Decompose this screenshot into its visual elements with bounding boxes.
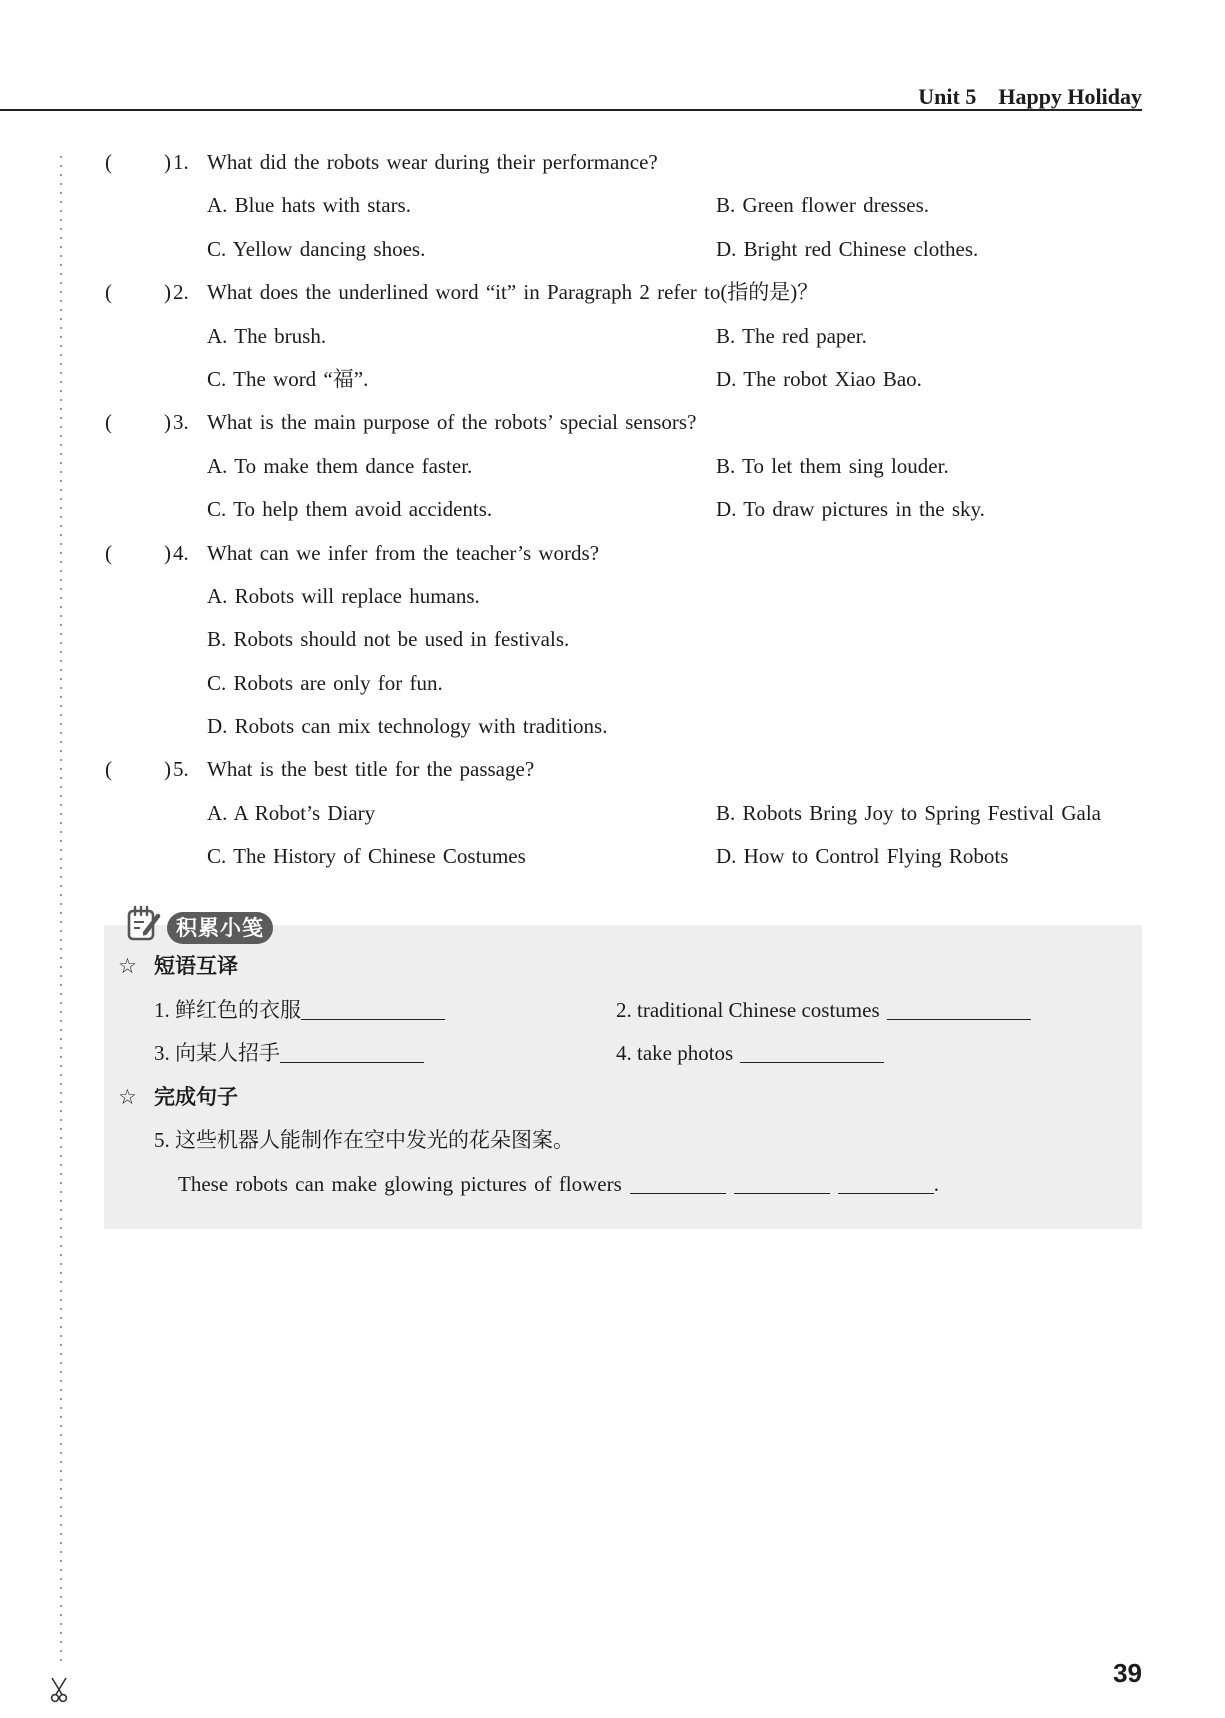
option-row xyxy=(0,184,1225,227)
question-list xyxy=(0,141,1225,879)
option-b: B. Robots should not be used in festivals. xyxy=(207,627,570,652)
notes-content xyxy=(104,945,1142,1207)
section-heading-row xyxy=(104,1076,1142,1120)
star-icon: ☆ xyxy=(118,1084,137,1109)
question-4-stem xyxy=(0,532,1225,575)
star-icon: ☆ xyxy=(118,954,137,978)
phrase-item-4 xyxy=(616,1032,884,1076)
notes-box xyxy=(104,916,1142,1229)
option-row xyxy=(0,792,1225,835)
option-c: C. To help them avoid accidents. xyxy=(207,497,493,522)
answer-bracket-close: ) xyxy=(164,410,171,435)
section-heading-phrases: 短语互译 xyxy=(154,954,238,978)
sentence-text: These robots can make glowing pictures of flowers xyxy=(178,1171,622,1196)
option-d: D. Bright red Chinese clothes. xyxy=(716,236,979,261)
notepad-pencil-icon xyxy=(126,905,162,943)
notes-title-badge: 积累小笺 xyxy=(167,912,273,944)
question-text: What does the underlined word “it” in Paragraph 2 refer to(指的是)？ xyxy=(207,280,819,305)
phrase-row xyxy=(104,989,1142,1033)
option-d: D. To draw pictures in the sky. xyxy=(716,497,985,522)
answer-blank xyxy=(734,1173,830,1194)
option-b: B. The red paper. xyxy=(716,323,867,348)
question-text: What is the main purpose of the robots’ special sensors? xyxy=(207,410,697,435)
answer-blank xyxy=(301,999,445,1020)
option-row xyxy=(0,445,1225,488)
question-number: 1. xyxy=(173,150,189,174)
phrase-text: 2. traditional Chinese costumes xyxy=(616,997,880,1022)
unit-title: Happy Holiday xyxy=(998,84,1142,109)
question-5-stem xyxy=(0,748,1225,791)
answer-bracket-open: ( xyxy=(105,280,112,305)
answer-bracket-open: ( xyxy=(105,410,112,435)
option-row xyxy=(0,705,1225,748)
answer-bracket-open: ( xyxy=(105,757,112,782)
header-rule xyxy=(0,109,1142,111)
answer-blank xyxy=(838,1173,934,1194)
sentence-prompt: 5. 这些机器人能制作在空中发光的花朵图案。 xyxy=(154,1128,574,1153)
answer-bracket-close: ) xyxy=(164,540,171,565)
option-row xyxy=(0,315,1225,358)
answer-bracket-close: ) xyxy=(164,150,171,174)
answer-bracket-close: ) xyxy=(164,757,171,782)
sentence-prompt-row xyxy=(104,1119,1142,1163)
question-number: 4. xyxy=(173,540,189,565)
phrase-text: 3. 向某人招手 xyxy=(154,1041,280,1066)
phrase-item-2 xyxy=(616,989,1031,1033)
sentence-line xyxy=(178,1163,939,1207)
question-number: 3. xyxy=(173,410,189,435)
option-c: C. Yellow dancing shoes. xyxy=(207,236,426,261)
answer-blank xyxy=(887,999,1031,1020)
phrase-row xyxy=(104,1032,1142,1076)
option-row xyxy=(0,618,1225,661)
option-d: D. How to Control Flying Robots xyxy=(716,844,1009,869)
phrase-item-3 xyxy=(154,1032,424,1076)
option-b: B. Robots Bring Joy to Spring Festival Gala xyxy=(716,800,1102,825)
phrase-text: 1. 鲜红色的衣服 xyxy=(154,997,301,1022)
question-text: What can we infer from the teacher’s words? xyxy=(207,540,600,565)
option-row xyxy=(0,662,1225,705)
question-text: What is the best title for the passage? xyxy=(207,757,535,782)
option-a: A. The brush. xyxy=(207,323,327,348)
phrase-item-1 xyxy=(154,989,445,1033)
question-3-stem xyxy=(0,401,1225,444)
section-heading-row xyxy=(104,945,1142,989)
answer-blank xyxy=(740,1042,884,1063)
option-a: A. Robots will replace humans. xyxy=(207,583,480,608)
option-d: D. Robots can mix technology with traditions. xyxy=(207,714,608,739)
question-number: 2. xyxy=(173,280,189,305)
option-row xyxy=(0,575,1225,618)
answer-blank xyxy=(280,1042,424,1063)
sentence-end: . xyxy=(933,1171,940,1196)
option-c: C. Robots are only for fun. xyxy=(207,670,443,695)
phrase-text: 4. take photos xyxy=(616,1041,734,1066)
option-a: A. A Robot’s Diary xyxy=(207,800,376,825)
question-number: 5. xyxy=(173,757,189,782)
answer-bracket-open: ( xyxy=(105,540,112,565)
scissors-icon xyxy=(47,1677,71,1703)
answer-bracket-close: ) xyxy=(164,280,171,305)
option-d: D. The robot Xiao Bao. xyxy=(716,366,922,391)
option-row xyxy=(0,228,1225,271)
answer-bracket-open: ( xyxy=(105,150,112,174)
section-heading-sentences: 完成句子 xyxy=(154,1084,238,1109)
answer-blank xyxy=(630,1173,726,1194)
option-c: C. The word “福”. xyxy=(207,366,369,391)
option-b: B. To let them sing louder. xyxy=(716,453,949,478)
option-row xyxy=(0,835,1225,878)
option-row xyxy=(0,488,1225,531)
sentence-row xyxy=(104,1163,1142,1207)
option-c: C. The History of Chinese Costumes xyxy=(207,844,526,869)
question-2-stem xyxy=(0,271,1225,314)
option-row xyxy=(0,358,1225,401)
page-number: 39 xyxy=(1113,1658,1142,1688)
option-a: A. Blue hats with stars. xyxy=(207,193,411,218)
question-text: What did the robots wear during their performance? xyxy=(207,150,658,174)
option-b: B. Green flower dresses. xyxy=(716,193,930,218)
option-a: A. To make them dance faster. xyxy=(207,453,473,478)
page-header xyxy=(918,82,1142,112)
unit-label: Unit 5 xyxy=(918,84,977,109)
question-1-stem xyxy=(0,141,1225,184)
